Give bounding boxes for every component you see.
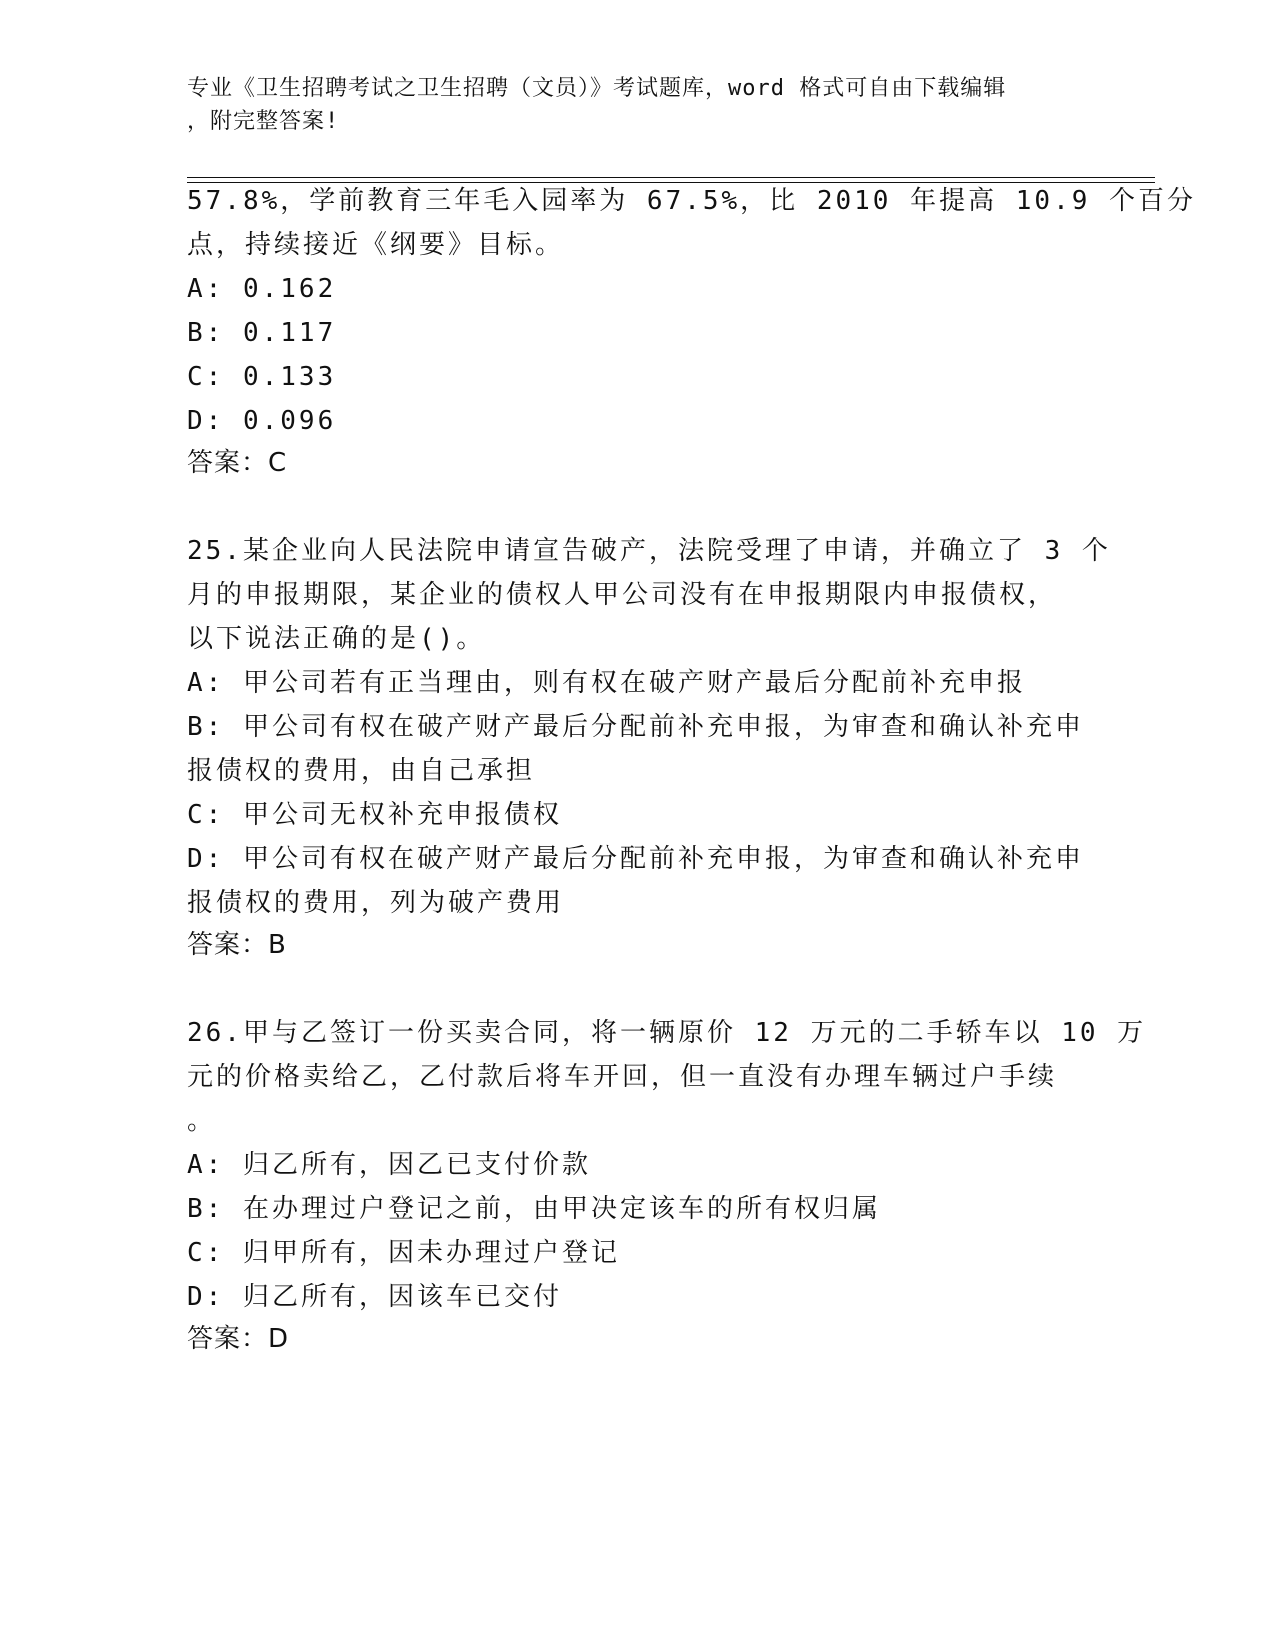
header-line-1: 专业《卫生招聘考试之卫生招聘（文员）》考试题库，word 格式可自由下载编辑	[187, 76, 1007, 101]
answer: 答案：C	[187, 448, 288, 478]
answer: 答案：B	[187, 930, 287, 960]
question-text-line: 。	[187, 1106, 217, 1136]
document-header	[187, 72, 1067, 138]
question-text-line: 26.甲与乙签订一份买卖合同，将一辆原价 12 万元的二手轿车以 10 万	[187, 1018, 1147, 1048]
option-a: A: 归乙所有，因乙已支付价款	[187, 1150, 591, 1180]
option-d: D: 0.096	[187, 406, 337, 436]
option-d: D: 甲公司有权在破产财产最后分配前补充申报，为审查和确认补充申	[187, 844, 1084, 874]
question-text-line: 25.某企业向人民法院申请宣告破产，法院受理了申请，并确立了 3 个	[187, 536, 1111, 566]
answer: 答案：D	[187, 1324, 290, 1354]
option-b-continued: 报债权的费用，由自己承担	[187, 756, 536, 786]
option-b: B: 0.117	[187, 318, 337, 348]
question-text-line: 元的价格卖给乙，乙付款后将车开回，但一直没有办理车辆过户手续	[187, 1062, 1058, 1092]
option-b: B: 甲公司有权在破产财产最后分配前补充申报，为审查和确认补充申	[187, 712, 1084, 742]
question-text-line: 57.8%，学前教育三年毛入园率为 67.5%，比 2010 年提高 10.9 个百分	[187, 186, 1197, 216]
option-b: B: 在办理过户登记之前，由甲决定该车的所有权归属	[187, 1194, 881, 1224]
question-text-line: 月的申报期限，某企业的债权人甲公司没有在申报期限内申报债权，	[187, 580, 1058, 610]
question-text-line: 点，持续接近《纲要》目标。	[187, 230, 565, 260]
option-d: D: 归乙所有，因该车已交付	[187, 1282, 562, 1312]
option-c: C: 甲公司无权补充申报债权	[187, 800, 562, 830]
option-a: A: 0.162	[187, 274, 337, 304]
header-line-2: ，附完整答案!	[187, 109, 340, 134]
question-text-line: 以下说法正确的是()。	[187, 624, 486, 654]
option-a: A: 甲公司若有正当理由，则有权在破产财产最后分配前补充申报	[187, 668, 1026, 698]
header-divider-bottom	[187, 182, 1155, 183]
option-d-continued: 报债权的费用，列为破产费用	[187, 888, 565, 918]
header-divider-top	[187, 177, 1155, 178]
option-c: C: 0.133	[187, 362, 337, 392]
option-c: C: 归甲所有，因未办理过户登记	[187, 1238, 620, 1268]
